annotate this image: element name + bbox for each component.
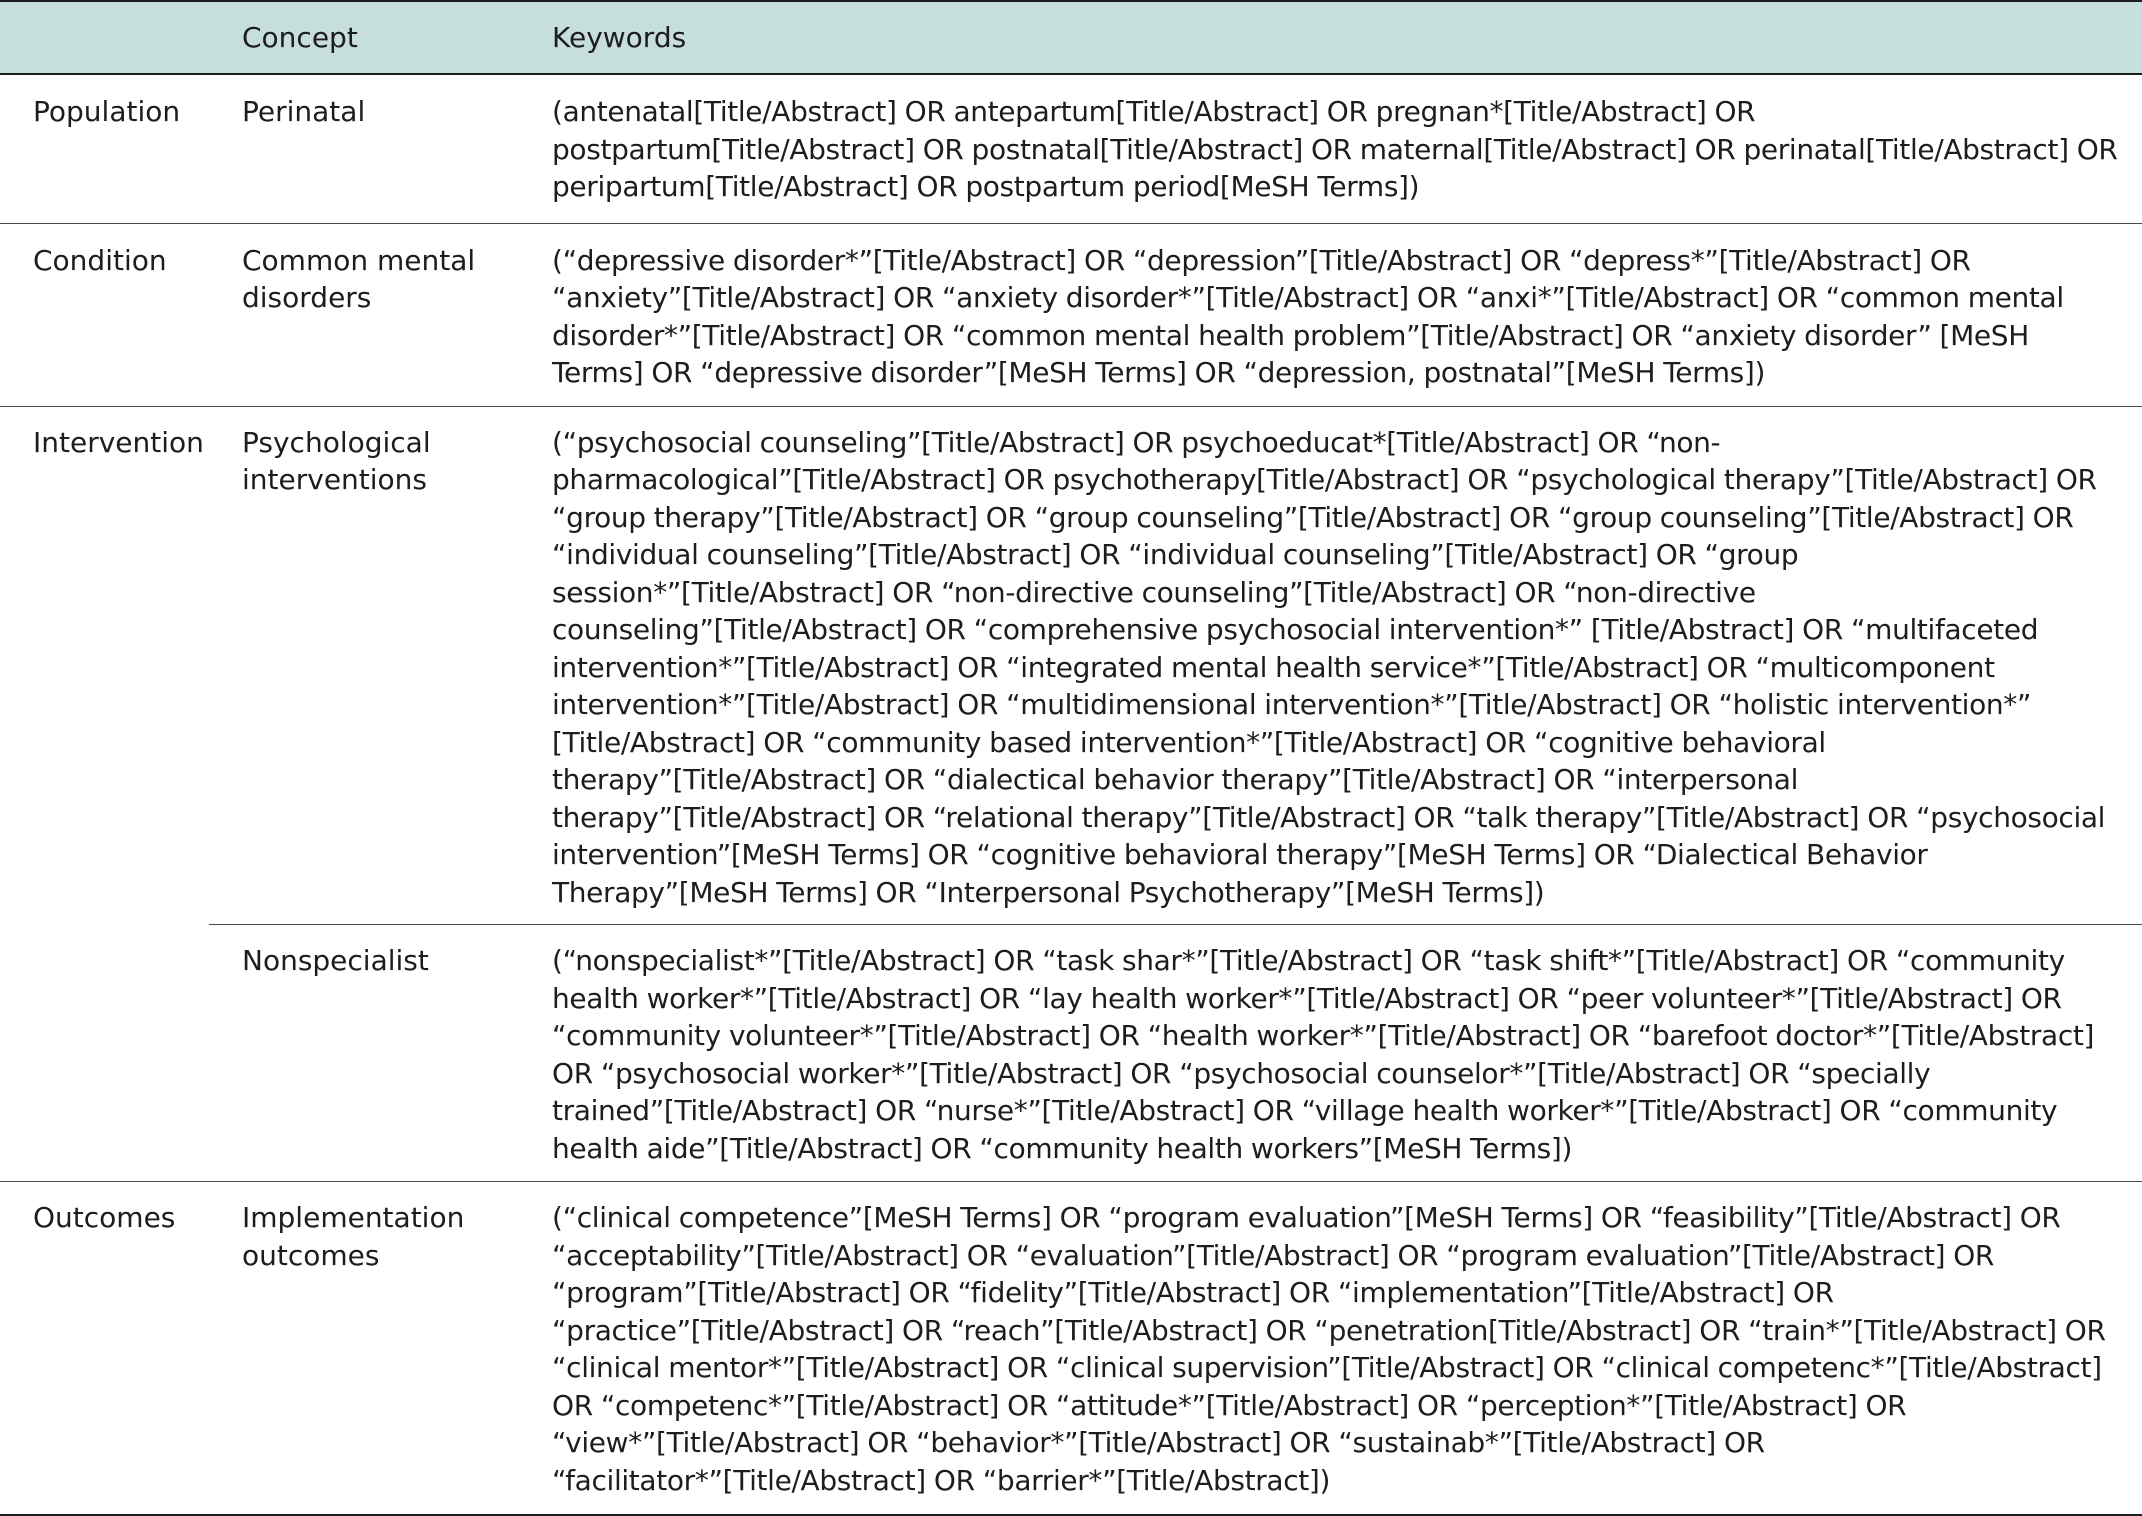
row-keywords: (“psychosocial counseling”[Title/Abstract] OR psychoeducat*[Title/Abstract] OR “non-pharmacological”[Title/Abstract] OR psychotherapy[Title/Abstract] OR “psychological therapy”[Title/Abstract] OR “group therapy”[Title/Abstract] OR “group counseling”[Title/Abstract] OR “group counseling”[Title/Abstract] OR “individual counseling”[Title/Abstract] OR “individual counseling”[Title/Abstract] OR “group session*”[Title/Abstract] OR “non-directive counseling”[Title/Abstract] OR “non-directive counseling”[Title/Abstract] OR “comprehensive psychosocial intervention*” [Title/Abstract] OR “multifaceted intervention*”[Title/Abstract] OR “integrated mental health service*”[Title/Abstract] OR “multicomponent intervention*”[Title/Abstract] OR “multidimensional intervention*”[Title/Abstract] OR “holistic intervention*” [Title/Abstract] OR “community based intervention*”[Title/Abstract] OR “cognitive behavioral therapy”[Title/Abstract] OR “dialectical behavior therapy”[Title/Abstract] OR “interpersonal therapy”[Title/Abstract] OR “relational therapy”[Title/Abstract] OR “talk therapy”[Title/Abstract] OR “psychosocial intervention”[MeSH Terms] OR “cognitive behavioral therapy”[MeSH Terms] OR “Dialectical Behavior Therapy”[MeSH Terms] OR “Interpersonal Psychotherapy”[MeSH Terms]) bbox=[521, 406, 2142, 925]
row-concept: Psychological interventions bbox=[209, 406, 521, 925]
row-keywords: (“clinical competence”[MeSH Terms] OR “program evaluation”[MeSH Terms] OR “feasibility”[Title/Abstract] OR “acceptability”[Title/Abstract] OR “evaluation”[Title/Abstract] OR “program evaluation”[Title/Abstract] OR “program”[Title/Abstract] OR “fidelity”[Title/Abstract] OR “implementation”[Title/Abstract] OR “practice”[Title/Abstract] OR “reach”[Title/Abstract] OR “penetration[Title/Abstract] OR “train*”[Title/Abstract] OR “clinical mentor*”[Title/Abstract] OR “clinical supervision”[Title/Abstract] OR “clinical competenc*”[Title/Abstract] OR “competenc*”[Title/Abstract] OR “attitude*”[Title/Abstract] OR “perception*”[Title/Abstract] OR “view*”[Title/Abstract] OR “behavior*”[Title/Abstract] OR “sustainab*”[Title/Abstract] OR “facilitator*”[Title/Abstract] OR “barrier*”[Title/Abstract]) bbox=[521, 1182, 2142, 1516]
header-keywords: Keywords bbox=[521, 1, 2142, 74]
table-row-intervention bbox=[0, 406, 2142, 925]
table-row-nonspecialist bbox=[0, 925, 2142, 1182]
row-keywords: (“nonspecialist*”[Title/Abstract] OR “task shar*”[Title/Abstract] OR “task shift*”[Title/Abstract] OR “community health worker*”[Title/Abstract] OR “lay health worker*”[Title/Abstract] OR “peer volunteer*”[Title/Abstract] OR “community volunteer*”[Title/Abstract] OR “health worker*”[Title/Abstract] OR “barefoot doctor*”[Title/Abstract] OR “psychosocial worker*”[Title/Abstract] OR “psychosocial counselor*”[Title/Abstract] OR “specially trained”[Title/Abstract] OR “nurse*”[Title/Abstract] OR “village health worker*”[Title/Abstract] OR “community health aide”[Title/Abstract] OR “community health workers”[MeSH Terms]) bbox=[521, 925, 2142, 1182]
table-header bbox=[0, 1, 2142, 74]
row-category: Outcomes bbox=[0, 1182, 209, 1516]
row-category: Population bbox=[0, 74, 209, 223]
header-concept: Concept bbox=[209, 1, 521, 74]
row-concept: Nonspecialist bbox=[209, 925, 521, 1182]
row-category: Intervention bbox=[33, 425, 204, 459]
row-category bbox=[0, 925, 209, 1182]
table-body bbox=[0, 74, 2142, 1515]
row-concept: Implementation outcomes bbox=[209, 1182, 521, 1516]
header-category bbox=[0, 1, 209, 74]
row-category: Condition bbox=[0, 223, 209, 406]
row-keywords: (antenatal[Title/Abstract] OR antepartum[Title/Abstract] OR pregnan*[Title/Abstract] OR postpartum[Title/Abstract] OR postnatal[Title/Abstract] OR maternal[Title/Abstract] OR perinatal[Title/Abstract] OR peripartum[Title/Abstract] OR postpartum period[MeSH Terms]) bbox=[521, 74, 2142, 223]
table-row-population bbox=[0, 74, 2142, 223]
table-row-outcomes bbox=[0, 1182, 2142, 1516]
row-concept: Common mental disorders bbox=[209, 223, 521, 406]
row-keywords: (“depressive disorder*”[Title/Abstract] OR “depression”[Title/Abstract] OR “depress*”[Title/Abstract] OR “anxiety”[Title/Abstract] OR “anxiety disorder*”[Title/Abstract] OR “anxi*”[Title/Abstract] OR “common mental disorder*”[Title/Abstract] OR “common mental health problem”[Title/Abstract] OR “anxiety disorder” [MeSH Terms] OR “depressive disorder”[MeSH Terms] OR “depression, postnatal”[MeSH Terms]) bbox=[521, 223, 2142, 406]
row-concept: Perinatal bbox=[209, 74, 521, 223]
table-row-condition bbox=[0, 223, 2142, 406]
header-row bbox=[0, 1, 2142, 74]
